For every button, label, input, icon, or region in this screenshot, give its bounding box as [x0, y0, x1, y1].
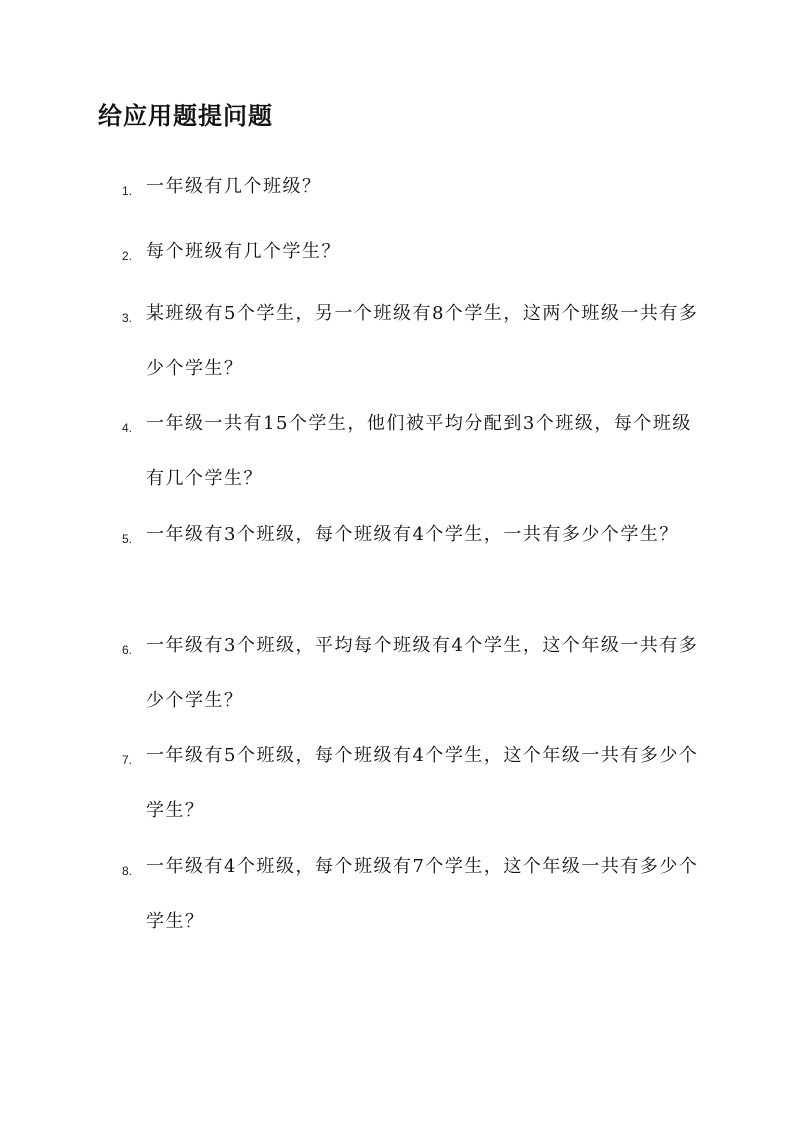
question-number: 6.: [122, 643, 133, 657]
question-text: 一年级有3个班级，平均每个班级有4个学生，这个年级一共有多少个学生？: [146, 635, 699, 711]
question-text: 每个班级有几个学生？: [146, 241, 341, 262]
question-number: 3.: [122, 311, 133, 325]
question-number: 8.: [122, 864, 133, 878]
question-number: 1.: [122, 184, 133, 198]
question-number: 5.: [122, 532, 133, 546]
question-number: 4.: [122, 421, 133, 435]
question-text: 一年级有3个班级，每个班级有4个学生，一共有多少个学生？: [146, 524, 679, 545]
question-text: 一年级一共有15个学生，他们被平均分配到3个班级，每个班级有几个学生？: [146, 413, 692, 489]
question-text: 某班级有5个学生，另一个班级有8个学生，这两个班级一共有多少个学生？: [146, 303, 699, 379]
question-number: 2.: [122, 249, 133, 263]
question-text: 一年级有几个班级？: [146, 176, 322, 197]
question-number: 7.: [122, 753, 133, 767]
question-text: 一年级有5个班级，每个班级有4个学生，这个年级一共有多少个学生？: [146, 745, 699, 821]
page-title: 给应用题提问题: [98, 101, 273, 130]
question-text: 一年级有4个班级，每个班级有7个学生，这个年级一共有多少个学生？: [146, 856, 699, 932]
